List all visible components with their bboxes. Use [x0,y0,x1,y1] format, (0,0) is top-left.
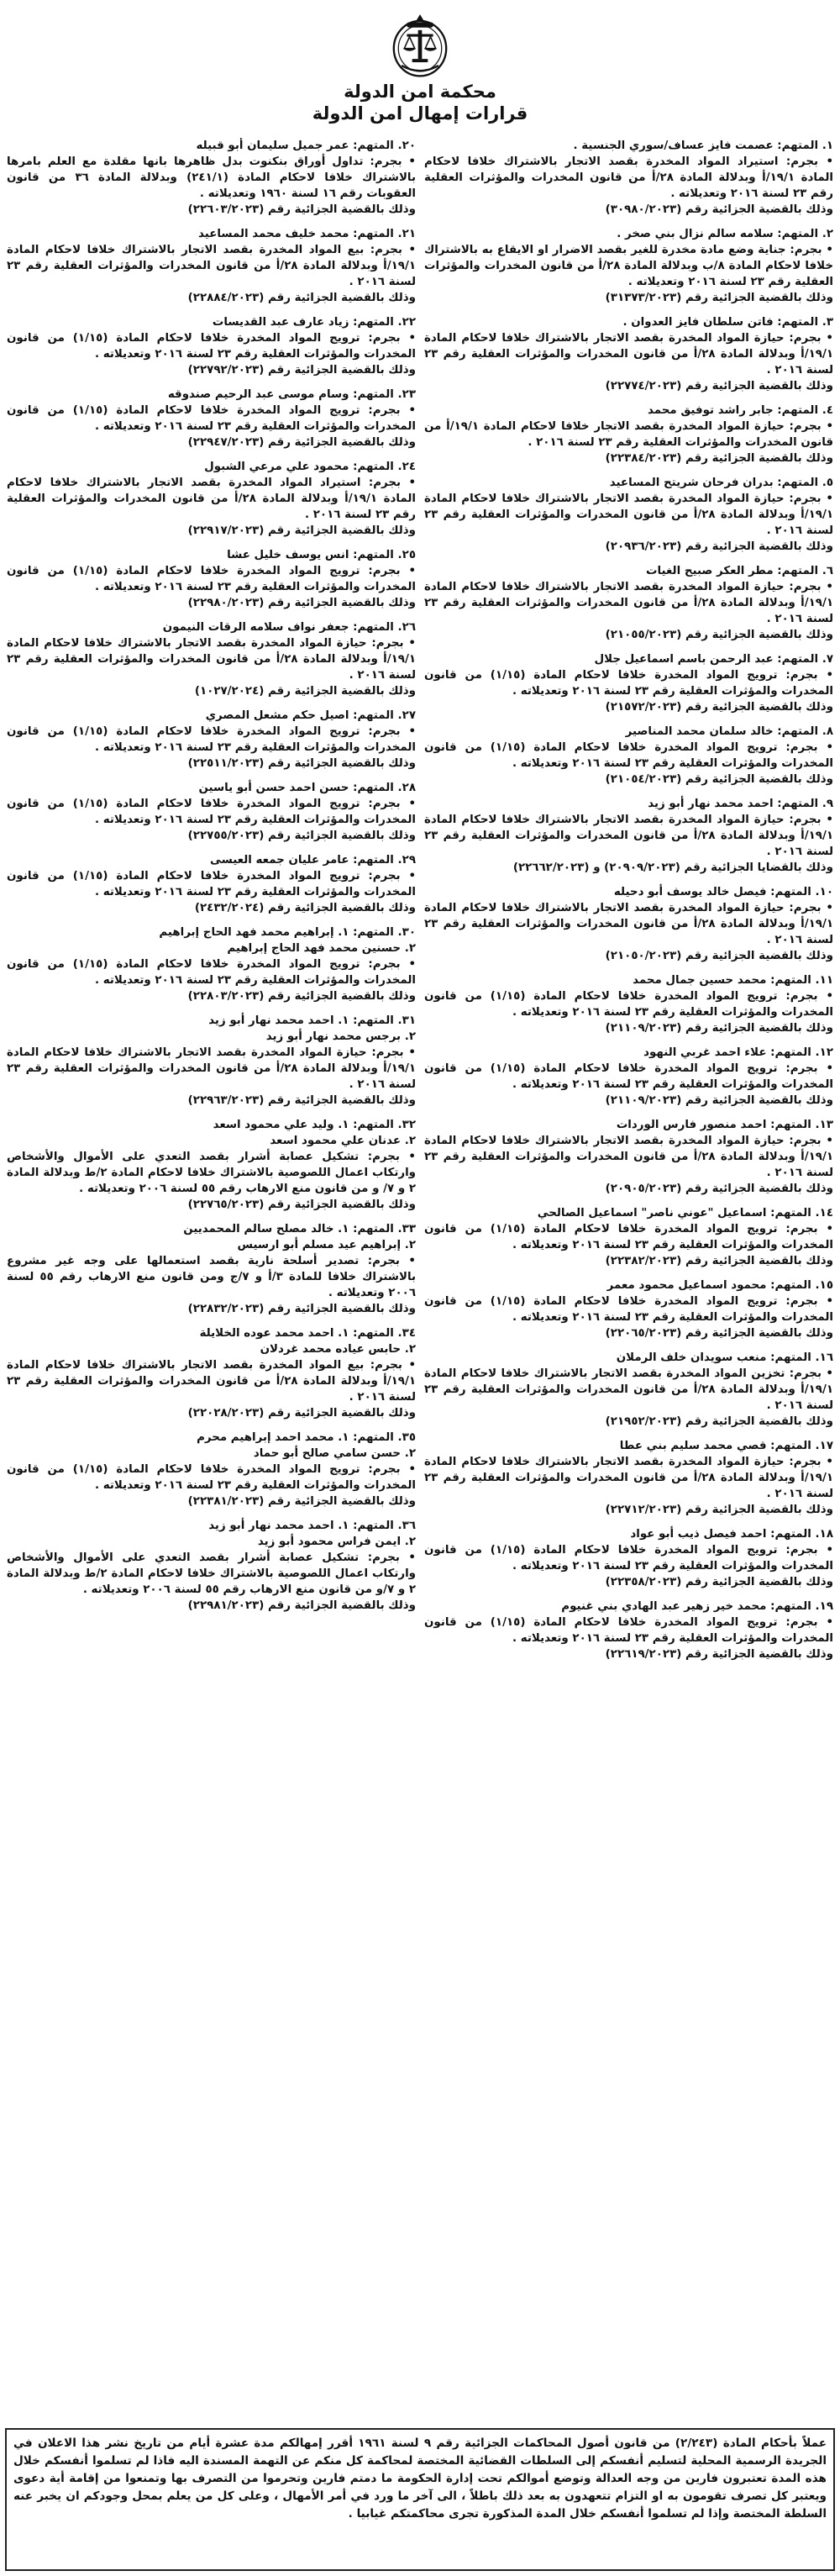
case-reference: وذلك بالقضية الجزائية رقم (٢٢٧٦٥/٢٠٢٣) [187,1198,416,1211]
charge-text: • بجرم: حيازة المواد المخدرة بقصد الاتجار بالاشتراك خلافا لاحكام المادة ١٩/١/أ وبدلالة المادة ٢٨/أ من قانون المخدرات والمؤثرات العقلية رقم ٢٣ لسنة ٢٠١٦ . [424,493,833,537]
defendant-entry [424,972,833,1036]
defendant-entry [424,651,833,715]
charge-text: • بجرم: بيع المواد المخدرة بقصد الاتجار بالاشتراك خلافا لاحكام المادة ١٩/١/أ وبدلالة المادة ٢٨/أ من قانون المخدرات والمؤثرات العقلية رقم ٢٣ لسنة ٢٠١٦ . [7,244,416,288]
defendant-entry [424,884,833,964]
case-reference: وذلك بالقضية الجزائية رقم (٢٢٦٠٣/٢٠٢٣) [187,203,416,216]
defendant-entry [424,796,833,876]
defendant-entry [7,925,416,1004]
case-reference: وذلك بالقضية الجزائية رقم (٢٢٣٨١/٢٠٢٣) [187,1495,416,1508]
charge-text: • بجرم: ترويج المواد المخدرة خلافا لاحكام المادة (١/١٥) من قانون المخدرات والمؤثرات العقلية رقم ٢٣ لسنة ٢٠١٦ وتعديلاته . [7,565,416,593]
defendant-name: ٣٣. المتهم: ١. خالد مصلح سالم المحمديين [183,1223,416,1235]
defendant-name: ١٧. المتهم: قصي محمد سليم بني عطا [619,1440,833,1452]
defendant-name: ٤. المتهم: جابر راشد توفيق محمد [648,404,833,417]
defendant-name: ٢٠. المتهم: عمر جميل سليمان أبو قبيله [196,140,416,152]
defendant-entry [7,1221,416,1317]
defendant-name: ٦. المتهم: مطر العكر صبيح الغيات [646,565,833,577]
defendant-entry [7,547,416,611]
defendant-name: ٩. المتهم: احمد محمد نهار أبو زيد [648,798,833,810]
defendant-name: ٣. المتهم: فاتن سلطان فايز العدوان . [622,316,833,329]
charge-text: • بجرم: حيازة المواد المخدرة بقصد الاتجار بالاشتراك خلافا لاحكام المادة ١٩/١/أ وبدلالة المادة ٢٨/أ من قانون المخدرات والمؤثرات العقلية رقم ٢٣ لسنة ٢٠١٦ . [424,1135,833,1179]
defendant-entry [424,563,833,643]
charge-text: • بجرم: ترويج المواد المخدرة خلافا لاحكام المادة (١/١٥) من قانون المخدرات والمؤثرات العقلية رقم ٢٣ لسنة ٢٠١٦ وتعديلاته . [7,1463,416,1492]
case-reference: وذلك بالقضية الجزائية رقم (٢٢٩٨٠/٢٠٢٣) [187,597,416,609]
defendant-name: ٢٥. المتهم: انس يوسف خليل عشا [227,549,416,561]
charge-text: • بجرم: بيع المواد المخدرة بقصد الاتجار بالاشتراك خلافا لاحكام المادة ١٩/١/أ وبدلالة المادة ٢٨/أ من قانون المخدرات والمؤثرات العقلية رقم ٢٣ لسنة ٢٠١٦ . [7,1359,416,1404]
defendant-entry [424,1277,833,1341]
defendant-entry [7,314,416,378]
charge-text: • بجرم: تشكيل عصابة أشرار بقصد التعدي على الأموال والأشخاص وارتكاب اعمال اللصوصية بالاشتراك خلافا لاحكام المادة ٢/ط وبدلالة المادة ٢ و ٧/ و من قانون منع الارهاب رقم ٥٥ لسنة ٢٠٠٦ وتعديلاته . [7,1151,416,1195]
charge-text: • بجرم: ترويج المواد المخدرة خلافا لاحكام المادة (١/١٥) من قانون المخدرات والمؤثرات العقلية رقم ٢٣ لسنة ٢٠١٦ وتعديلاته . [424,1062,833,1091]
defendant-name: ٢٤. المتهم: محمود علي مرعي الشبول [204,461,416,473]
defendant-entry [7,387,416,450]
case-reference: وذلك بالقضية الجزائية رقم (٢٢٠٦٥/٢٠٢٣) [605,1327,833,1340]
charge-text: • بجرم: ترويج المواد المخدرة خلافا لاحكام المادة (١/١٥) من قانون المخدرات والمؤثرات العقلية رقم ٢٣ لسنة ٢٠١٦ وتعديلاته . [424,1616,833,1645]
charge-text: • بجرم: ترويج المواد المخدرة خلافا لاحكام المادة (١/١٥) من قانون المخدرات والمؤثرات العقلية رقم ٢٣ لسنة ٢٠١٦ وتعديلاته . [424,990,833,1019]
case-reference: وذلك بالقضية الجزائية رقم (٢٢٨٠٣/٢٠٢٣) [187,990,416,1003]
notice-header [7,10,833,138]
defendant-entry [7,619,416,699]
case-reference: وذلك بالقضية الجزائية رقم (٢٢٩٤٧/٢٠٢٣) [187,436,416,449]
case-reference: وذلك بالقضية الجزائية رقم (٣٠٩٨٠/٢٠٢٣) [605,203,833,216]
notice-columns [7,138,833,2424]
charge-text: • بجرم: ترويج المواد المخدرة خلافا لاحكام المادة (١/١٥) من قانون المخدرات والمؤثرات العقلية رقم ٢٣ لسنة ٢٠١٦ وتعديلاته . [7,958,416,987]
case-reference: وذلك بالقضية الجزائية رقم (٢٢٥١١/٢٠٢٣) [187,757,416,770]
defendant-entry [7,708,416,772]
charge-text: • بجرم: تصدير أسلحة نارية بقصد استعمالها على وجه غير مشروع بالاشتراك خلافا للمادة ٣/أ و ٧/ج ومن قانون منع الارهاب رقم ٥٥ لسنة ٢٠٠٦ وتعديلاته . [7,1255,416,1299]
case-reference: وذلك بالقضية الجزائية رقم (٢٢٧٩٢/٢٠٢٣) [187,364,416,377]
charge-text: • بجرم: حيازة المواد المخدرة بقصد الاتجار بالاشتراك خلافا لاحكام المادة ١٩/١/أ وبدلالة المادة ٢٨/أ من قانون المخدرات والمؤثرات العقلية رقم ٢٣ لسنة ٢٠١٦ . [7,637,416,682]
case-reference: وذلك بالقضية الجزائية رقم (٢٢٣٥٨/٢٠٢٣) [605,1576,833,1588]
case-reference: وذلك بالقضية الجزائية رقم (٢٢٧٧٤/٢٠٢٣) [605,380,833,392]
defendant-name: ٢١. المتهم: محمد خليف محمد المساعيد [198,228,416,240]
defendant-entry [424,475,833,555]
defendant-entry [424,1045,833,1109]
case-reference: وذلك بالقضية الجزائية رقم (٢١٠٥٠/٢٠٢٣) [605,950,833,962]
defendant-name: ١٠. المتهم: فيصل خالد يوسف أبو دحيله [613,886,833,898]
defendant-name: ٢٢. المتهم: زياد عارف عبد القديسات [212,316,416,329]
defendant-entry [424,1526,833,1590]
case-reference: وذلك بالقضية الجزائية رقم (٢٢٩١٧/٢٠٢٣) [187,524,416,537]
defendant-entry [424,1205,833,1269]
defendant-name: ٣٤. المتهم: ١. احمد محمد عوده الخلايلة [199,1327,416,1340]
charge-text: • بجرم: ترويج المواد المخدرة خلافا لاحكام المادة (١/١٥) من قانون المخدرات والمؤثرات العقلية رقم ٢٣ لسنة ٢٠١٦ وتعديلاته . [424,669,833,698]
case-reference: وذلك بالقضية الجزائية رقم (٣١٣٧٣/٢٠٢٣) [605,292,833,304]
defendant-name: ٢٣. المتهم: وسام موسى عبد الرحيم صندوقه [167,388,416,401]
defendant-name: ٢. إبراهيم عيد مسلم أبو ارسيس [237,1239,416,1251]
defendant-entry [424,1438,833,1518]
charge-text: • بجرم: حيازة المواد المخدرة بقصد الاتجار بالاشتراك خلافا لاحكام المادة ١٩/١/أ وبدلالة المادة ٢٨/أ من قانون المخدرات والمؤثرات العقلية رقم ٢٣ لسنة ٢٠١٦ . [424,581,833,625]
defendant-name: ١٤. المتهم: اسماعيل "عوني ناصر" اسماعيل الصالحي [537,1207,833,1220]
case-reference: وذلك بالقضية الجزائية رقم (٢٤٣٢/٢٠٢٤) [194,902,416,914]
charge-text: • بجرم: ترويج المواد المخدرة خلافا لاحكام المادة (١/١٥) من قانون المخدرات والمؤثرات العقلية رقم ٢٣ لسنة ٢٠١٦ وتعديلاته . [424,741,833,770]
defendant-name: ٣٦. المتهم: ١. احمد محمد نهار أبو زيد [208,1520,416,1532]
case-reference: وذلك بالقضية الجزائية رقم (٢٢٠٢٨/٢٠٢٣) [187,1407,416,1420]
defendant-entry [7,1325,416,1421]
defendant-name: ٢. حسن سامي صالح أبو حماد [253,1447,416,1460]
defendant-name: ٢٨. المتهم: حسن احمد حسن أبو ياسين [198,782,416,794]
charge-text: • بجرم: حيازة المواد المخدرة بقصد الاتجار خلافا لاحكام المادة ١٩/١/أ من قانون المخدرات والمؤثرات العقلية رقم ٢٣ لسنة ٢٠١٦ . [424,420,833,449]
case-reference: وذلك بالقضية الجزائية رقم (٢٢٨٣٢/٢٠٢٣) [187,1303,416,1315]
defendant-entry [424,403,833,466]
charge-text: • بجرم: استيراد المواد المخدرة بقصد الاتجار بالاشتراك خلافا لاحكام المادة ١٩/١/أ وبدلالة المادة ٢٨/أ من قانون المخدرات والمؤثرات العقلية رقم ٢٣ لسنة ٢٠١٦ وتعديلاته . [424,155,833,200]
defendant-name: ٢. حابس عياده محمد غردلان [260,1343,416,1356]
case-reference: وذلك بالقضية الجزائية رقم (٢٠٩٠٥/٢٠٢٣) [605,1183,833,1195]
defendant-entry [7,1013,416,1109]
defendant-name: ٥. المتهم: بدران فرحان شريتح المساعيد [609,477,833,489]
charge-text: • بجرم: جناية وضع مادة مخدرة للغير بقصد الاضرار او الايقاع به بالاشتراك خلافا لاحكام المادة ٨/ب وبدلالة المادة ٢٨/أ من قانون المخدرات والمؤثرات العقلية رقم ٢٣ لسنة ٢٠١٦ وتعديلاته . [424,244,833,288]
case-reference: وذلك بالقضية الجزائية رقم (٢٢٨٨٤/٢٠٢٣) [187,292,416,304]
defendant-entry [424,1350,833,1430]
defendant-entry [7,1430,416,1509]
defendant-name: ٢٩. المتهم: عامر عليان جمعه العيسى [210,854,416,867]
charge-text: • بجرم: تداول أوراق بنكنوت بدل ظاهرها بانها مقلدة مع العلم بامرها بالاشتراك خلافا لاحكام المادة (٢٤١/١) وبدلالة المادة ٣٦ من قانون العقوبات رقم ١٦ لسنة ١٩٦٠ وتعديلاته . [7,155,416,200]
defendant-entry [7,1117,416,1213]
charge-text: • بجرم: ترويج المواد المخدرة خلافا لاحكام المادة (١/١٥) من قانون المخدرات والمؤثرات العقلية رقم ٢٣ لسنة ٢٠١٦ وتعديلاته . [7,798,416,826]
case-reference: وذلك بالقضية الجزائية رقم (١٠٢٧/٢٠٢٤) [194,685,416,698]
defendant-name: ١٥. المتهم: محمود اسماعيل محمود معمر [606,1279,833,1292]
case-reference: وذلك بالقضايا الجزائية رقم (٢٠٩٠٩/٢٠٢٣) و (٢٢٦٦٢/٢٠٢٣) [512,861,833,874]
case-reference: وذلك بالقضية الجزائية رقم (٢١٠٥٥/٢٠٢٣) [605,629,833,641]
defendant-name: ١٦. المتهم: منعب سويدان خلف الرملان [616,1351,833,1364]
charge-text: • بجرم: ترويج المواد المخدرة خلافا لاحكام المادة (١/١٥) من قانون المخدرات والمؤثرات العقلية رقم ٢٣ لسنة ٢٠١٦ وتعديلاته . [7,404,416,433]
case-reference: وذلك بالقضية الجزائية رقم (٢٢٣٨٤/٢٠٢٣) [605,452,833,465]
defendant-entry [7,780,416,844]
charge-text: • بجرم: حيازة المواد المخدرة بقصد الاتجار بالاشتراك خلافا لاحكام المادة ١٩/١/أ وبدلالة المادة ٢٨/أ من قانون المخدرات والمؤثرات العقلية رقم ٢٣ لسنة ٢٠١٦ . [424,814,833,858]
defendant-name: ٢٧. المتهم: اصيل حكم مشعل المصري [205,709,416,722]
case-reference: وذلك بالقضية الجزائية رقم (٢٢٩٨١/٢٠٢٣) [187,1599,416,1612]
charge-text: • بجرم: استيراد المواد المخدرة بقصد الاتجار بالاشتراك خلافا لاحكام المادة ١٩/١/أ وبدلالة المادة ٢٨/أ من قانون المخدرات والمؤثرات العقلية رقم ٢٣ لسنة ٢٠١٦ . [7,477,416,521]
defendant-name: ٢. عدنان علي محمود اسعد [270,1135,416,1147]
defendant-name: ١٨. المتهم: احمد فيصل ذيب أبو عواد [630,1528,833,1541]
case-reference: وذلك بالقضية الجزائية رقم (٢٢٩٦٣/٢٠٢٣) [187,1094,416,1107]
defendant-name: ٢. حسنين محمد فهد الحاج إبراهيم [227,942,416,955]
case-reference: وذلك بالقضية الجزائية رقم (٢٢٦١٩/٢٠٢٣) [605,1648,833,1661]
case-reference: وذلك بالقضية الجزائية رقم (٢١٩٥٢/٢٠٢٣) [605,1415,833,1428]
court-name: محكمة امن الدولة [344,82,496,102]
defendant-entry [7,226,416,306]
charge-text: • بجرم: ترويج المواد المخدرة خلافا لاحكام المادة (١/١٥) من قانون المخدرات والمؤثرات العقلية رقم ٢٣ لسنة ٢٠١٦ وتعديلاته . [7,332,416,361]
defendant-name: ٣٢. المتهم: ١. وليد علي محمود اسعد [213,1119,416,1131]
defendant-entry [424,1117,833,1197]
defendant-name: ٢. برجس محمد نهار أبو زيد [265,1030,416,1043]
charge-text: • بجرم: ترويج المواد المخدرة خلافا لاحكام المادة (١/١٥) من قانون المخدرات والمؤثرات العقلية رقم ٢٣ لسنة ٢٠١٦ وتعديلاته . [424,1544,833,1572]
defendant-entry [7,1518,416,1614]
charge-text: • بجرم: حيازة المواد المخدرة بقصد الاتجار بالاشتراك خلافا لاحكام المادة ١٩/١/أ وبدلالة المادة ٢٨/أ من قانون المخدرات والمؤثرات العقلية رقم ٢٣ لسنة ٢٠١٦ . [7,1046,416,1091]
defendant-name: ١٣. المتهم: احمد منصور فارس الوردات [616,1119,833,1131]
charge-text: • بجرم: حيازة المواد المخدرة بقصد الاتجار بالاشتراك خلافا لاحكام المادة ١٩/١/أ وبدلالة المادة ٢٨/أ من قانون المخدرات والمؤثرات العقلية رقم ٢٣ لسنة ٢٠١٦ . [424,902,833,946]
case-reference: وذلك بالقضية الجزائية رقم (٢١٠٥٤/٢٠٢٣) [605,773,833,786]
case-reference: وذلك بالقضية الجزائية رقم (٢١٥٧٢/٢٠٢٣) [605,701,833,714]
charge-text: • بجرم: ترويج المواد المخدرة خلافا لاحكام المادة (١/١٥) من قانون المخدرات والمؤثرات العقلية رقم ٢٣ لسنة ٢٠١٦ وتعديلاته . [7,725,416,754]
defendant-name: ٣٥. المتهم: ١. محمد احمد إبراهيم محرم [197,1431,416,1444]
charge-text: • بجرم: ترويج المواد المخدرة خلافا لاحكام المادة (١/١٥) من قانون المخدرات والمؤثرات العقلية رقم ٢٣ لسنة ٢٠١٦ وتعديلاته . [424,1223,833,1251]
charge-text: • بجرم: تخزين المواد المخدرة بقصد الاتجار بالاشتراك خلافا لاحكام المادة ١٩/١/أ وبدلالة المادة ٢٨/أ من قانون المخدرات والمؤثرات العقلية رقم ٢٣ لسنة ٢٠١٦ . [424,1367,833,1412]
defendant-entry [7,852,416,916]
defendant-entry [424,138,833,218]
defendant-entry [7,459,416,539]
defendant-name: ١. المتهم: عصمت فايز عساف/سوري الجنسية . [573,140,833,152]
jordan-emblem-icon [387,10,453,79]
defendant-entry [424,1599,833,1662]
right-column [424,138,833,2424]
charge-text: • بجرم: تشكيل عصابة أشرار بقصد التعدي على الأموال والأشخاص وارتكاب اعمال اللصوصية بالاشتراك خلافا لاحكام المادة ٢/ط وبدلالة المادة ٢ و ٧/و من قانون منع الارهاب رقم ٥٥ لسنة ٢٠٠٦ وتعديلاته . [7,1551,416,1596]
left-column [7,138,416,2424]
notice-title: قرارات إمهال امن الدولة [312,103,528,124]
defendant-name: ٣١. المتهم: ١. احمد محمد نهار أبو زيد [208,1014,416,1027]
case-reference: وذلك بالقضية الجزائية رقم (٢٢٧١٢/٢٠٢٣) [605,1504,833,1516]
defendant-name: ٢. المتهم: سلامه سالم نزال بني صخر . [617,228,833,240]
footer-text: عملاً بأحكام المادة (٢/٢٤٣) من قانون أصول المحاكمات الجزائية رقم ٩ لسنة ١٩٦١ أقرر إمهالكم مدة عشرة أيام من تاريخ نشر هذا الاعلان في الجريدة الرسمية المحلية لتسليم أنفسكم إلى السلطات القضائية المختصة لمحاكمة كل منكم عن التهمة المسندة اليه فاذا لم تسلموا أنفسكم خلال هذه المدة تعتبرون فارين من وجه العدالة وتوضع أموالكم تحت إدارة الحكومة ما دمتم فارين وتحرموا من التصرف بها وتمنعوا من إقامة أية دعوى ويعتبر كل تصرف تقومون به او التزام تتعهدون به بعد ذلك باطلاً ، الى آخر ما ورد في أمر الأمهال ، وعلى كل من يعلم بمحل وجودكم ان يخبر عنه السلطة المختصة وإذا لم تسلموا أنفسكم خلال المدة المذكورة تجرى محاكمتكم غيابيا . [13,2436,827,2521]
defendant-name: ٢٦. المتهم: جعفر نواف سلامه الرقات النيمون [162,621,416,634]
defendant-name: ١٩. المتهم: محمد خير زهير عبد الهادي بني غنيوم [561,1600,833,1613]
defendant-name: ١١. المتهم: محمد حسين جمال محمد [633,974,833,987]
charge-text: • بجرم: ترويج المواد المخدرة خلافا لاحكام المادة (١/١٥) من قانون المخدرات والمؤثرات العقلية رقم ٢٣ لسنة ٢٠١٦ وتعديلاته . [424,1295,833,1324]
case-reference: وذلك بالقضية الجزائية رقم (٢١١٠٩/٢٠٢٣) [605,1022,833,1035]
case-reference: وذلك بالقضية الجزائية رقم (٢٢٣٨٢/٢٠٢٣) [605,1255,833,1267]
defendant-name: ٢. ايمن فراس محمود أبو زيد [257,1536,416,1548]
case-reference: وذلك بالقضية الجزائية رقم (٢٢٧٥٥/٢٠٢٣) [187,830,416,842]
defendant-entry [424,724,833,788]
defendant-entry [424,226,833,306]
defendant-entry [424,314,833,394]
charge-text: • بجرم: حيازة المواد المخدرة بقصد الاتجار بالاشتراك خلافا لاحكام المادة ١٩/١/أ وبدلالة المادة ٢٨/أ من قانون المخدرات والمؤثرات العقلية رقم ٢٣ لسنة ٢٠١٦ . [424,332,833,377]
charge-text: • بجرم: ترويج المواد المخدرة خلافا لاحكام المادة (١/١٥) من قانون المخدرات والمؤثرات العقلية رقم ٢٣ لسنة ٢٠١٦ وتعديلاته . [7,870,416,898]
defendant-name: ٣٠. المتهم: ١. إبراهيم محمد فهد الحاج إبراهيم [159,926,416,939]
defendant-name: ٧. المتهم: عبد الرحمن باسم اسماعيل جلال [594,653,833,666]
case-reference: وذلك بالقضية الجزائية رقم (٢٠٩٣٦/٢٠٢٣) [605,540,833,553]
charge-text: • بجرم: حيازة المواد المخدرة بقصد الاتجار بالاشتراك خلافا لاحكام المادة ١٩/١/أ وبدلالة المادة ٢٨/أ من قانون المخدرات والمؤثرات العقلية رقم ٢٣ لسنة ٢٠١٦ . [424,1456,833,1500]
defendant-entry [7,138,416,218]
notice-footer [5,2428,835,2571]
case-reference: وذلك بالقضية الجزائية رقم (٢١١٠٩/٢٠٢٣) [605,1094,833,1107]
defendant-name: ١٢. المتهم: علاء احمد غربي النهود [643,1046,833,1059]
defendant-name: ٨. المتهم: خالد سلمان محمد المناصير [625,725,833,738]
